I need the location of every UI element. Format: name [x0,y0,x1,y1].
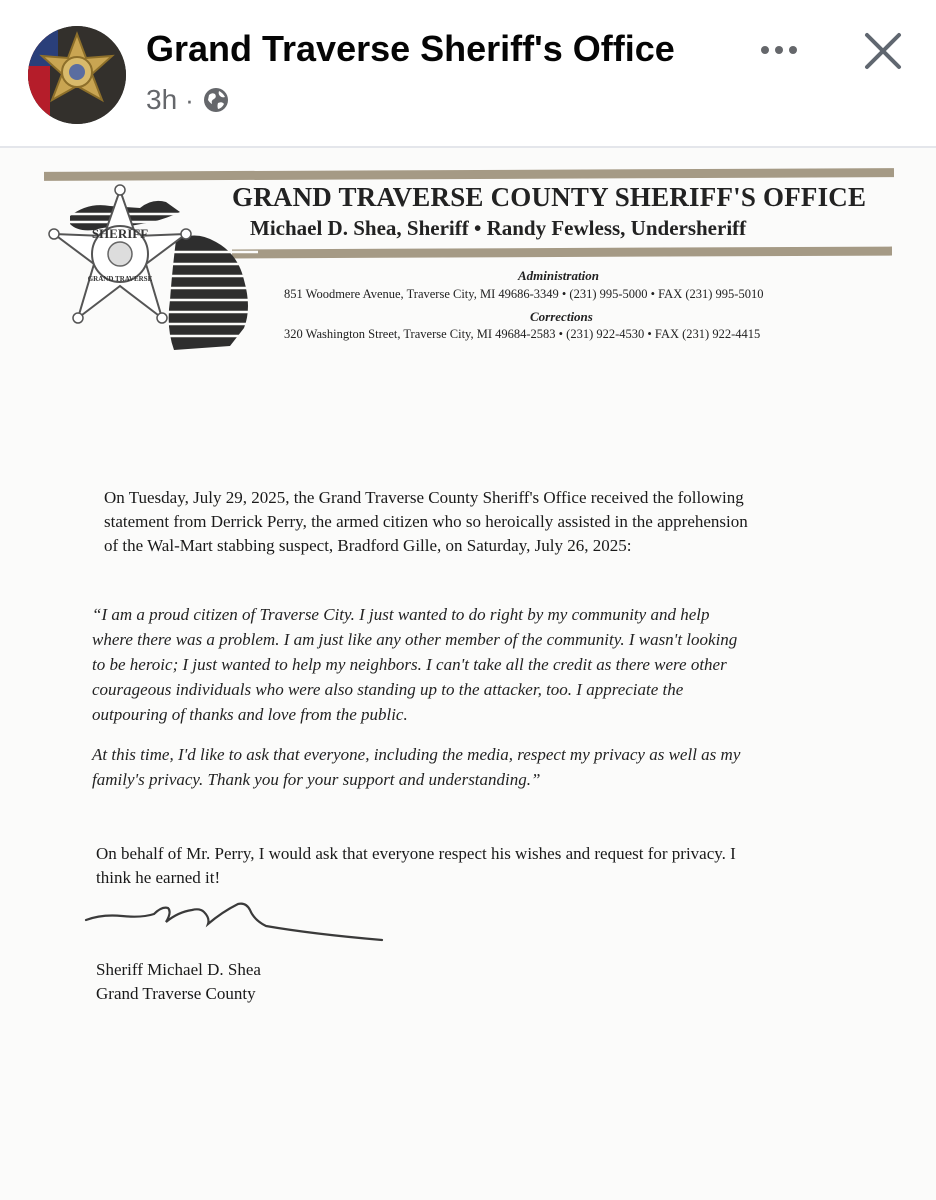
quote-line: At this time, I'd like to ask that everyone, including the media, respect my privacy as well as my [92,745,741,764]
admin-address: 851 Woodmere Avenue, Traverse City, MI 49686-3349 • (231) 995-5000 • FAX (231) 995-5010 [284,287,764,301]
letterhead-mid-band [232,247,892,259]
quote-line: to be heroic; I just wanted to help my neighbors. I can't take all the credit as there were other [92,655,727,674]
letter-image[interactable] [0,148,936,1200]
post-meta [146,82,230,118]
page-name-link[interactable]: Grand Traverse Sheriff's Office [146,28,675,69]
more-options-icon [759,44,799,56]
intro-line: On Tuesday, July 29, 2025, the Grand Traverse County Sheriff's Office received the following [104,488,744,507]
close-button[interactable] [858,26,908,76]
closing-line: think he earned it! [96,868,221,887]
signer-county: Grand Traverse County [96,984,256,1003]
quote-line: “I am a proud citizen of Traverse City. I just wanted to do right by my community and help [92,605,710,624]
sheriff-badge-avatar-icon [28,26,126,124]
officials-line: Michael D. Shea, Sheriff • Randy Fewless, Undersheriff [250,216,747,240]
badge-top-text: SHERIFF [91,226,149,241]
corrections-address: 320 Washington Street, Traverse City, MI 49684-2583 • (231) 922-4530 • FAX (231) 922-4415 [284,327,761,341]
org-name: GRAND TRAVERSE COUNTY SHERIFF'S OFFICE [232,182,867,212]
more-options-button[interactable] [756,30,802,70]
closing-line: On behalf of Mr. Perry, I would ask that everyone respect his wishes and request for privacy. I [96,844,736,863]
quote-line: courageous individuals who were also standing up to the attacker, too. I appreciate the [92,680,684,699]
closing-paragraph [96,842,836,890]
globe-icon[interactable] [202,86,230,114]
badge-bottom-text: GRAND TRAVERSE [87,275,153,283]
admin-heading: Administration [518,268,599,283]
post-timestamp[interactable]: 3h [146,84,178,115]
quote-paragraph-2 [92,742,852,792]
quote-line: where there was a problem. I am just like any other member of the community. I wasn't looking [92,630,738,649]
intro-paragraph [104,486,844,558]
signer-name: Sheriff Michael D. Shea [96,960,261,979]
post-header [0,0,936,146]
close-icon [863,31,903,71]
meta-separator: · [185,84,194,115]
intro-line: of the Wal-Mart stabbing suspect, Bradford Gille, on Saturday, July 26, 2025: [104,536,632,555]
intro-line: statement from Derrick Perry, the armed citizen who so heroically assisted in the apprehension [104,512,748,531]
corrections-heading: Corrections [530,309,593,324]
handwritten-signature [82,898,392,948]
page-avatar[interactable] [28,26,126,124]
quote-line: family's privacy. Thank you for your support and understanding.” [92,770,541,789]
quote-paragraph-1 [92,602,852,727]
quote-line: outpouring of thanks and love from the public. [92,705,408,724]
